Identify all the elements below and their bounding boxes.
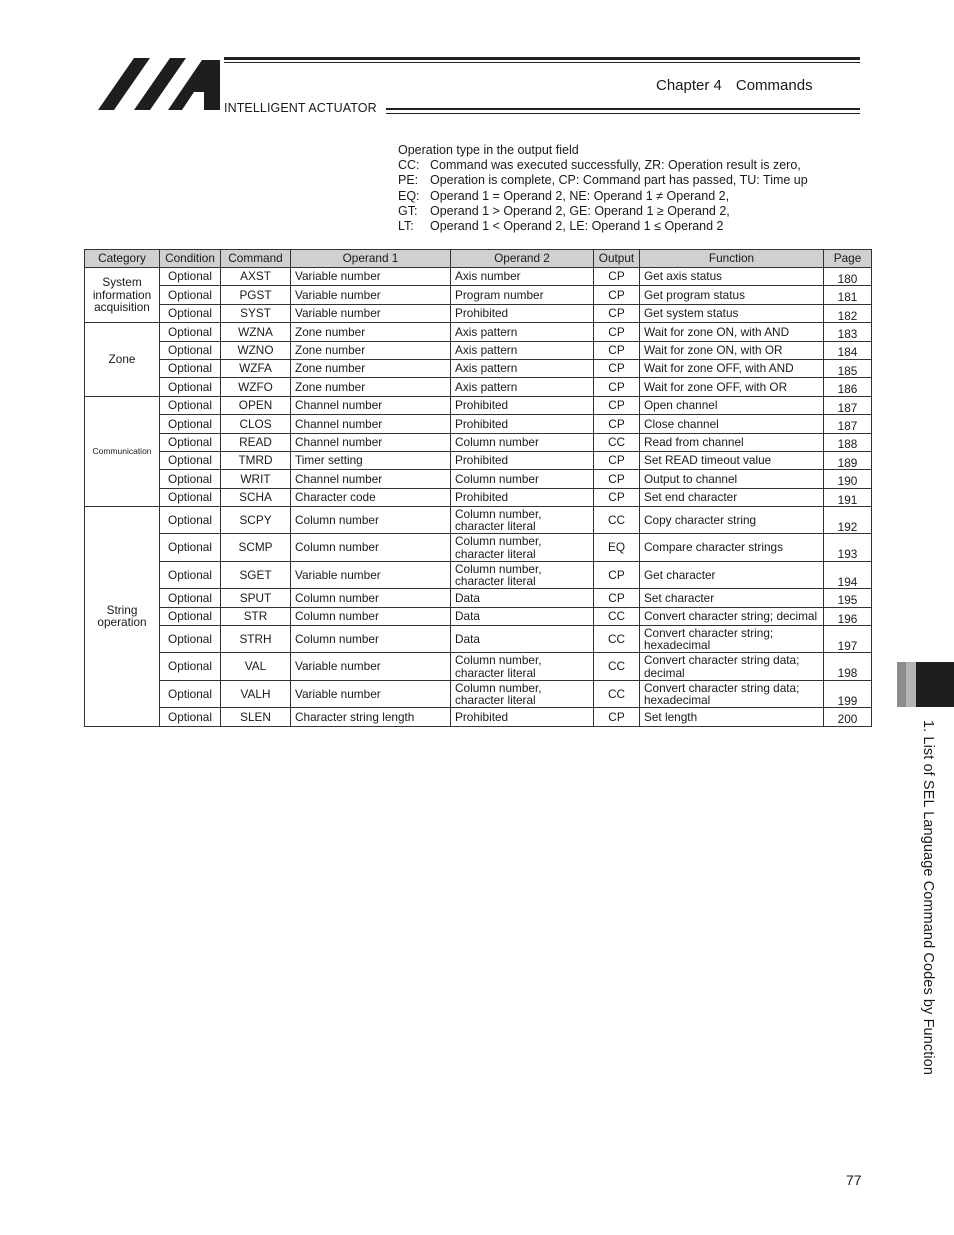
operand2-cell: Data: [451, 607, 594, 625]
condition-cell: Optional: [160, 286, 221, 304]
table-row: [85, 323, 872, 341]
operand1-cell: Timer setting: [291, 451, 451, 469]
operand2-cell: Data: [451, 589, 594, 607]
page-cell: 187: [824, 396, 872, 414]
section-label: Commands: [735, 77, 813, 94]
operand1-cell: Column number: [291, 507, 451, 534]
function-cell: Set length: [640, 708, 824, 726]
command-cell: WZFO: [221, 378, 291, 396]
operand1-cell: Channel number: [291, 470, 451, 488]
command-cell: SGET: [221, 561, 291, 588]
operand2-cell: Column number: [451, 433, 594, 451]
output-cell: CP: [594, 451, 640, 469]
output-cell: CC: [594, 607, 640, 625]
operand2-cell: Prohibited: [451, 304, 594, 322]
function-cell: Convert character string; decimal: [640, 607, 824, 625]
table-row: [85, 286, 872, 304]
command-cell: SCPY: [221, 507, 291, 534]
operand1-cell: Zone number: [291, 378, 451, 396]
operand1-cell: Variable number: [291, 680, 451, 707]
command-cell: OPEN: [221, 396, 291, 414]
function-cell: Wait for zone OFF, with AND: [640, 359, 824, 377]
legend-row: PE: Operation is complete, CP: Command part has passed, TU: Time up: [398, 173, 808, 188]
column-header: Function: [640, 250, 824, 268]
condition-cell: Optional: [160, 488, 221, 506]
operand1-cell: Character code: [291, 488, 451, 506]
condition-cell: Optional: [160, 341, 221, 359]
output-cell: CP: [594, 378, 640, 396]
operand2-cell: Column number, character literal: [451, 507, 594, 534]
operand2-cell: Axis pattern: [451, 378, 594, 396]
category-cell: String operation: [85, 507, 160, 727]
page-cell: 191: [824, 488, 872, 506]
page-cell: 199: [824, 680, 872, 707]
command-cell: WZFA: [221, 359, 291, 377]
operand1-cell: Column number: [291, 607, 451, 625]
table-row: [85, 470, 872, 488]
page-cell: 186: [824, 378, 872, 396]
operand1-cell: Variable number: [291, 561, 451, 588]
function-cell: Compare character strings: [640, 534, 824, 561]
legend-row: GT: Operand 1 > Operand 2, GE: Operand 1 ≥ Operand 2,: [398, 203, 730, 218]
operand1-cell: Zone number: [291, 323, 451, 341]
header-rule-bottom: [386, 108, 860, 110]
condition-cell: Optional: [160, 323, 221, 341]
command-cell: READ: [221, 433, 291, 451]
command-cell: WZNO: [221, 341, 291, 359]
command-cell: SLEN: [221, 708, 291, 726]
header-rule-top-thin: [224, 62, 860, 63]
output-cell: CP: [594, 323, 640, 341]
function-cell: Get system status: [640, 304, 824, 322]
condition-cell: Optional: [160, 507, 221, 534]
condition-cell: Optional: [160, 561, 221, 588]
table-header-row: [85, 250, 872, 268]
operand2-cell: Axis pattern: [451, 341, 594, 359]
operand2-cell: Prohibited: [451, 396, 594, 414]
category-cell: Zone: [85, 323, 160, 397]
output-cell: CP: [594, 415, 640, 433]
condition-cell: Optional: [160, 708, 221, 726]
page-cell: 180: [824, 268, 872, 286]
command-cell: SYST: [221, 304, 291, 322]
chapter-label: Chapter 4: [656, 77, 722, 94]
function-cell: Get axis status: [640, 268, 824, 286]
output-cell: EQ: [594, 534, 640, 561]
page-cell: 190: [824, 470, 872, 488]
function-cell: Set character: [640, 589, 824, 607]
chapter-heading: [656, 77, 827, 94]
command-cell: STRH: [221, 626, 291, 653]
header-rule-bottom-thin: [386, 113, 860, 114]
output-cell: CP: [594, 396, 640, 414]
output-cell: CP: [594, 488, 640, 506]
condition-cell: Optional: [160, 415, 221, 433]
page-number: 77: [846, 1172, 862, 1188]
output-cell: CP: [594, 268, 640, 286]
output-cell: CP: [594, 708, 640, 726]
command-cell: VALH: [221, 680, 291, 707]
condition-cell: Optional: [160, 680, 221, 707]
function-cell: Close channel: [640, 415, 824, 433]
operand1-cell: Variable number: [291, 304, 451, 322]
condition-cell: Optional: [160, 304, 221, 322]
table-row: [85, 534, 872, 561]
side-section-title: 1. List of SEL Language Command Codes by Function: [920, 720, 936, 1075]
table-row: [85, 359, 872, 377]
column-header: Output: [594, 250, 640, 268]
page-cell: 181: [824, 286, 872, 304]
legend-title: Operation type in the output field: [398, 143, 579, 157]
table-row: [85, 451, 872, 469]
output-cell: CC: [594, 433, 640, 451]
table-row: [85, 607, 872, 625]
operand2-cell: Column number, character literal: [451, 653, 594, 680]
table-row: [85, 268, 872, 286]
condition-cell: Optional: [160, 653, 221, 680]
operand2-cell: Axis pattern: [451, 323, 594, 341]
operand1-cell: Variable number: [291, 653, 451, 680]
table-row: [85, 433, 872, 451]
operand2-cell: Data: [451, 626, 594, 653]
operand2-cell: Prohibited: [451, 451, 594, 469]
function-cell: Get program status: [640, 286, 824, 304]
operand1-cell: Channel number: [291, 415, 451, 433]
page-cell: 188: [824, 433, 872, 451]
function-cell: Read from channel: [640, 433, 824, 451]
page-cell: 200: [824, 708, 872, 726]
column-header: Category: [85, 250, 160, 268]
function-cell: Get character: [640, 561, 824, 588]
table-row: [85, 653, 872, 680]
output-cell: CC: [594, 626, 640, 653]
page-cell: 196: [824, 607, 872, 625]
table-row: [85, 708, 872, 726]
operand1-cell: Column number: [291, 534, 451, 561]
output-cell: CP: [594, 359, 640, 377]
condition-cell: Optional: [160, 626, 221, 653]
column-header: Page: [824, 250, 872, 268]
command-cell: CLOS: [221, 415, 291, 433]
table-row: [85, 341, 872, 359]
page-cell: 185: [824, 359, 872, 377]
function-cell: Set READ timeout value: [640, 451, 824, 469]
function-cell: Set end character: [640, 488, 824, 506]
operand1-cell: Character string length: [291, 708, 451, 726]
table-row: [85, 507, 872, 534]
command-cell: AXST: [221, 268, 291, 286]
output-cell: CP: [594, 561, 640, 588]
operand2-cell: Column number, character literal: [451, 680, 594, 707]
function-cell: Open channel: [640, 396, 824, 414]
operand1-cell: Channel number: [291, 396, 451, 414]
condition-cell: Optional: [160, 359, 221, 377]
operand1-cell: Column number: [291, 589, 451, 607]
operand2-cell: Column number, character literal: [451, 561, 594, 588]
table-row: [85, 304, 872, 322]
condition-cell: Optional: [160, 534, 221, 561]
page-cell: 184: [824, 341, 872, 359]
command-cell: SPUT: [221, 589, 291, 607]
command-cell: WZNA: [221, 323, 291, 341]
header-rule-top: [224, 57, 860, 60]
table-row: [85, 378, 872, 396]
operand2-cell: Axis number: [451, 268, 594, 286]
condition-cell: Optional: [160, 396, 221, 414]
legend-row: EQ: Operand 1 = Operand 2, NE: Operand 1 ≠ Operand 2,: [398, 188, 730, 203]
category-cell: Communication: [85, 396, 160, 506]
table-row: [85, 561, 872, 588]
column-header: Operand 2: [451, 250, 594, 268]
operand2-cell: Prohibited: [451, 415, 594, 433]
operand2-cell: Column number, character literal: [451, 534, 594, 561]
page-cell: 193: [824, 534, 872, 561]
operand2-cell: Program number: [451, 286, 594, 304]
function-cell: Convert character string data; hexadecimal: [640, 680, 824, 707]
operand1-cell: Variable number: [291, 286, 451, 304]
output-cell: CP: [594, 304, 640, 322]
function-cell: Convert character string data; decimal: [640, 653, 824, 680]
operand1-cell: Zone number: [291, 359, 451, 377]
table-row: [85, 415, 872, 433]
condition-cell: Optional: [160, 268, 221, 286]
section-tab-marker: [897, 662, 954, 707]
table-row: [85, 680, 872, 707]
operand2-cell: Axis pattern: [451, 359, 594, 377]
page-cell: 194: [824, 561, 872, 588]
column-header: Operand 1: [291, 250, 451, 268]
output-cell: CP: [594, 589, 640, 607]
function-cell: Copy character string: [640, 507, 824, 534]
legend-row: CC: Command was executed successfully, ZR: Operation result is zero,: [398, 158, 801, 173]
command-cell: SCHA: [221, 488, 291, 506]
operand1-cell: Zone number: [291, 341, 451, 359]
function-cell: Wait for zone ON, with AND: [640, 323, 824, 341]
legend-row: LT: Operand 1 < Operand 2, LE: Operand 1 ≤ Operand 2: [398, 219, 724, 234]
output-cell: CC: [594, 680, 640, 707]
command-cell: PGST: [221, 286, 291, 304]
page-cell: 182: [824, 304, 872, 322]
output-cell: CP: [594, 341, 640, 359]
function-cell: Output to channel: [640, 470, 824, 488]
condition-cell: Optional: [160, 433, 221, 451]
command-cell: VAL: [221, 653, 291, 680]
function-cell: Wait for zone OFF, with OR: [640, 378, 824, 396]
output-legend: [398, 143, 808, 234]
page-cell: 197: [824, 626, 872, 653]
table-body: [85, 268, 872, 727]
operand1-cell: Variable number: [291, 268, 451, 286]
page-cell: 192: [824, 507, 872, 534]
operand1-cell: Channel number: [291, 433, 451, 451]
table-row: [85, 589, 872, 607]
column-header: Condition: [160, 250, 221, 268]
table-row: [85, 396, 872, 414]
iai-logo: [98, 58, 220, 112]
operand2-cell: Column number: [451, 470, 594, 488]
output-cell: CC: [594, 507, 640, 534]
brand-name: INTELLIGENT ACTUATOR: [224, 101, 377, 115]
function-cell: Wait for zone ON, with OR: [640, 341, 824, 359]
condition-cell: Optional: [160, 451, 221, 469]
page-cell: 189: [824, 451, 872, 469]
output-cell: CC: [594, 653, 640, 680]
table-row: [85, 626, 872, 653]
table-row: [85, 488, 872, 506]
condition-cell: Optional: [160, 470, 221, 488]
command-cell: TMRD: [221, 451, 291, 469]
column-header: Command: [221, 250, 291, 268]
output-cell: CP: [594, 286, 640, 304]
function-cell: Convert character string; hexadecimal: [640, 626, 824, 653]
command-cell: SCMP: [221, 534, 291, 561]
operand2-cell: Prohibited: [451, 488, 594, 506]
operand1-cell: Column number: [291, 626, 451, 653]
condition-cell: Optional: [160, 589, 221, 607]
page-cell: 183: [824, 323, 872, 341]
output-cell: CP: [594, 470, 640, 488]
command-cell: STR: [221, 607, 291, 625]
page-cell: 198: [824, 653, 872, 680]
condition-cell: Optional: [160, 607, 221, 625]
page-cell: 195: [824, 589, 872, 607]
command-cell: WRIT: [221, 470, 291, 488]
page-cell: 187: [824, 415, 872, 433]
category-cell: System information acquisition: [85, 268, 160, 323]
operand2-cell: Prohibited: [451, 708, 594, 726]
condition-cell: Optional: [160, 378, 221, 396]
command-table: [84, 249, 872, 727]
